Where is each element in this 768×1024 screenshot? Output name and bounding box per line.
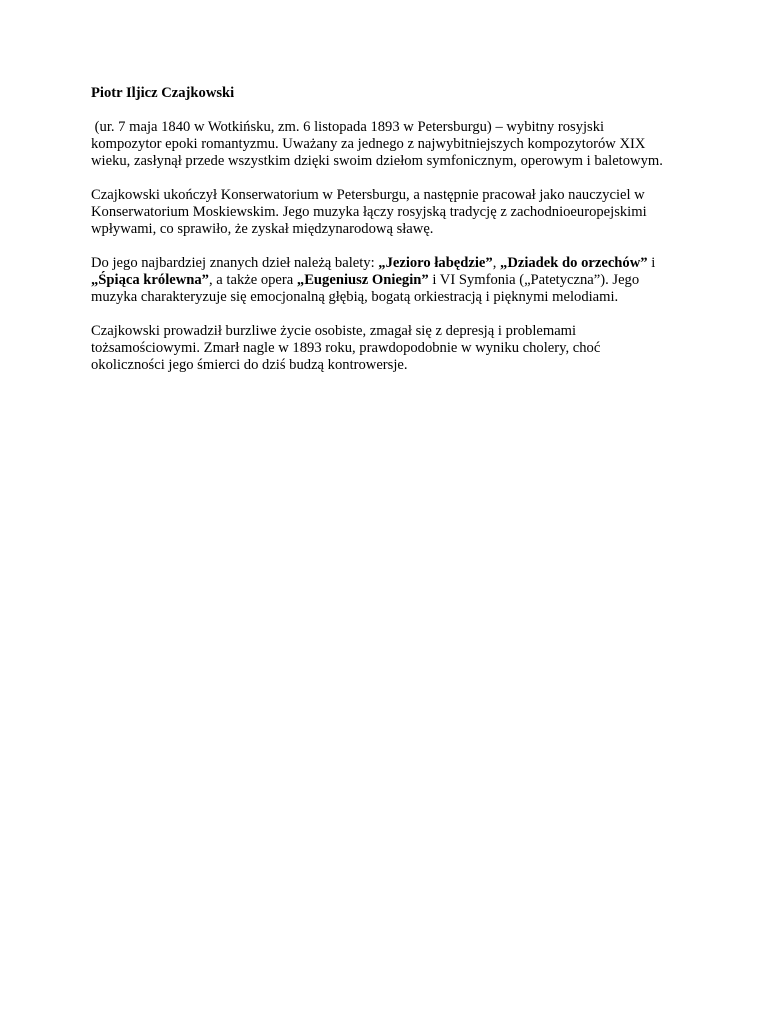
work-eugene-onegin: „Eugeniusz Oniegin” xyxy=(296,272,429,288)
paragraph-education: Czajkowski ukończył Konserwatorium w Petersburgu, a następnie pracował jako nauczyciel w Konserwatorium Moskiewskim. Jego muzyka łączy rosyjską tradycję z zachodnioeuropejskimi wpływami, co sprawiło, że zyskał międzynarodową sławę. xyxy=(91,187,647,237)
work-sleeping-beauty: „Śpiąca królewna” xyxy=(91,272,209,288)
work-nutcracker: „Dziadek do orzechów” xyxy=(500,255,648,271)
works-text-4: , a także opera xyxy=(208,272,297,288)
works-text-3: i xyxy=(647,255,656,271)
work-swan-lake: „Jezioro łabędzie” xyxy=(378,255,493,271)
works-text-5: i VI Symfonia („Patetyczna”). Jego muzyka charakteryzuje się emocjonalną głębią, bogatą orkiestracją i pięknymi melodiami. xyxy=(91,272,640,305)
works-text-1: Do jego najbardziej znanych dzieł należą balety: xyxy=(91,255,379,271)
paragraph-works xyxy=(91,255,671,306)
works-text-2: , xyxy=(492,255,501,271)
paragraph-birth: (ur. 7 maja 1840 w Wotkińsku, zm. 6 listopada 1893 w Petersburgu) – wybitny rosyjski kompozytor epoki romantyzmu. Uważany za jednego z najwybitniejszych kompozytorów XIX wieku, zasłynął przede wszystkim dzięki swoim dziełom symfonicznym, operowym i baletowym. xyxy=(91,119,663,169)
document-body xyxy=(91,85,671,391)
paragraph-life: Czajkowski prowadził burzliwe życie osobiste, zmagał się z depresją i problemami tożsamościowymi. Zmarł nagle w 1893 roku, prawdopodobnie w wyniku cholery, choć okoliczności jego śmierci do dziś budzą kontrowersje. xyxy=(91,323,601,373)
document-title: Piotr Iljicz Czajkowski xyxy=(91,85,235,101)
